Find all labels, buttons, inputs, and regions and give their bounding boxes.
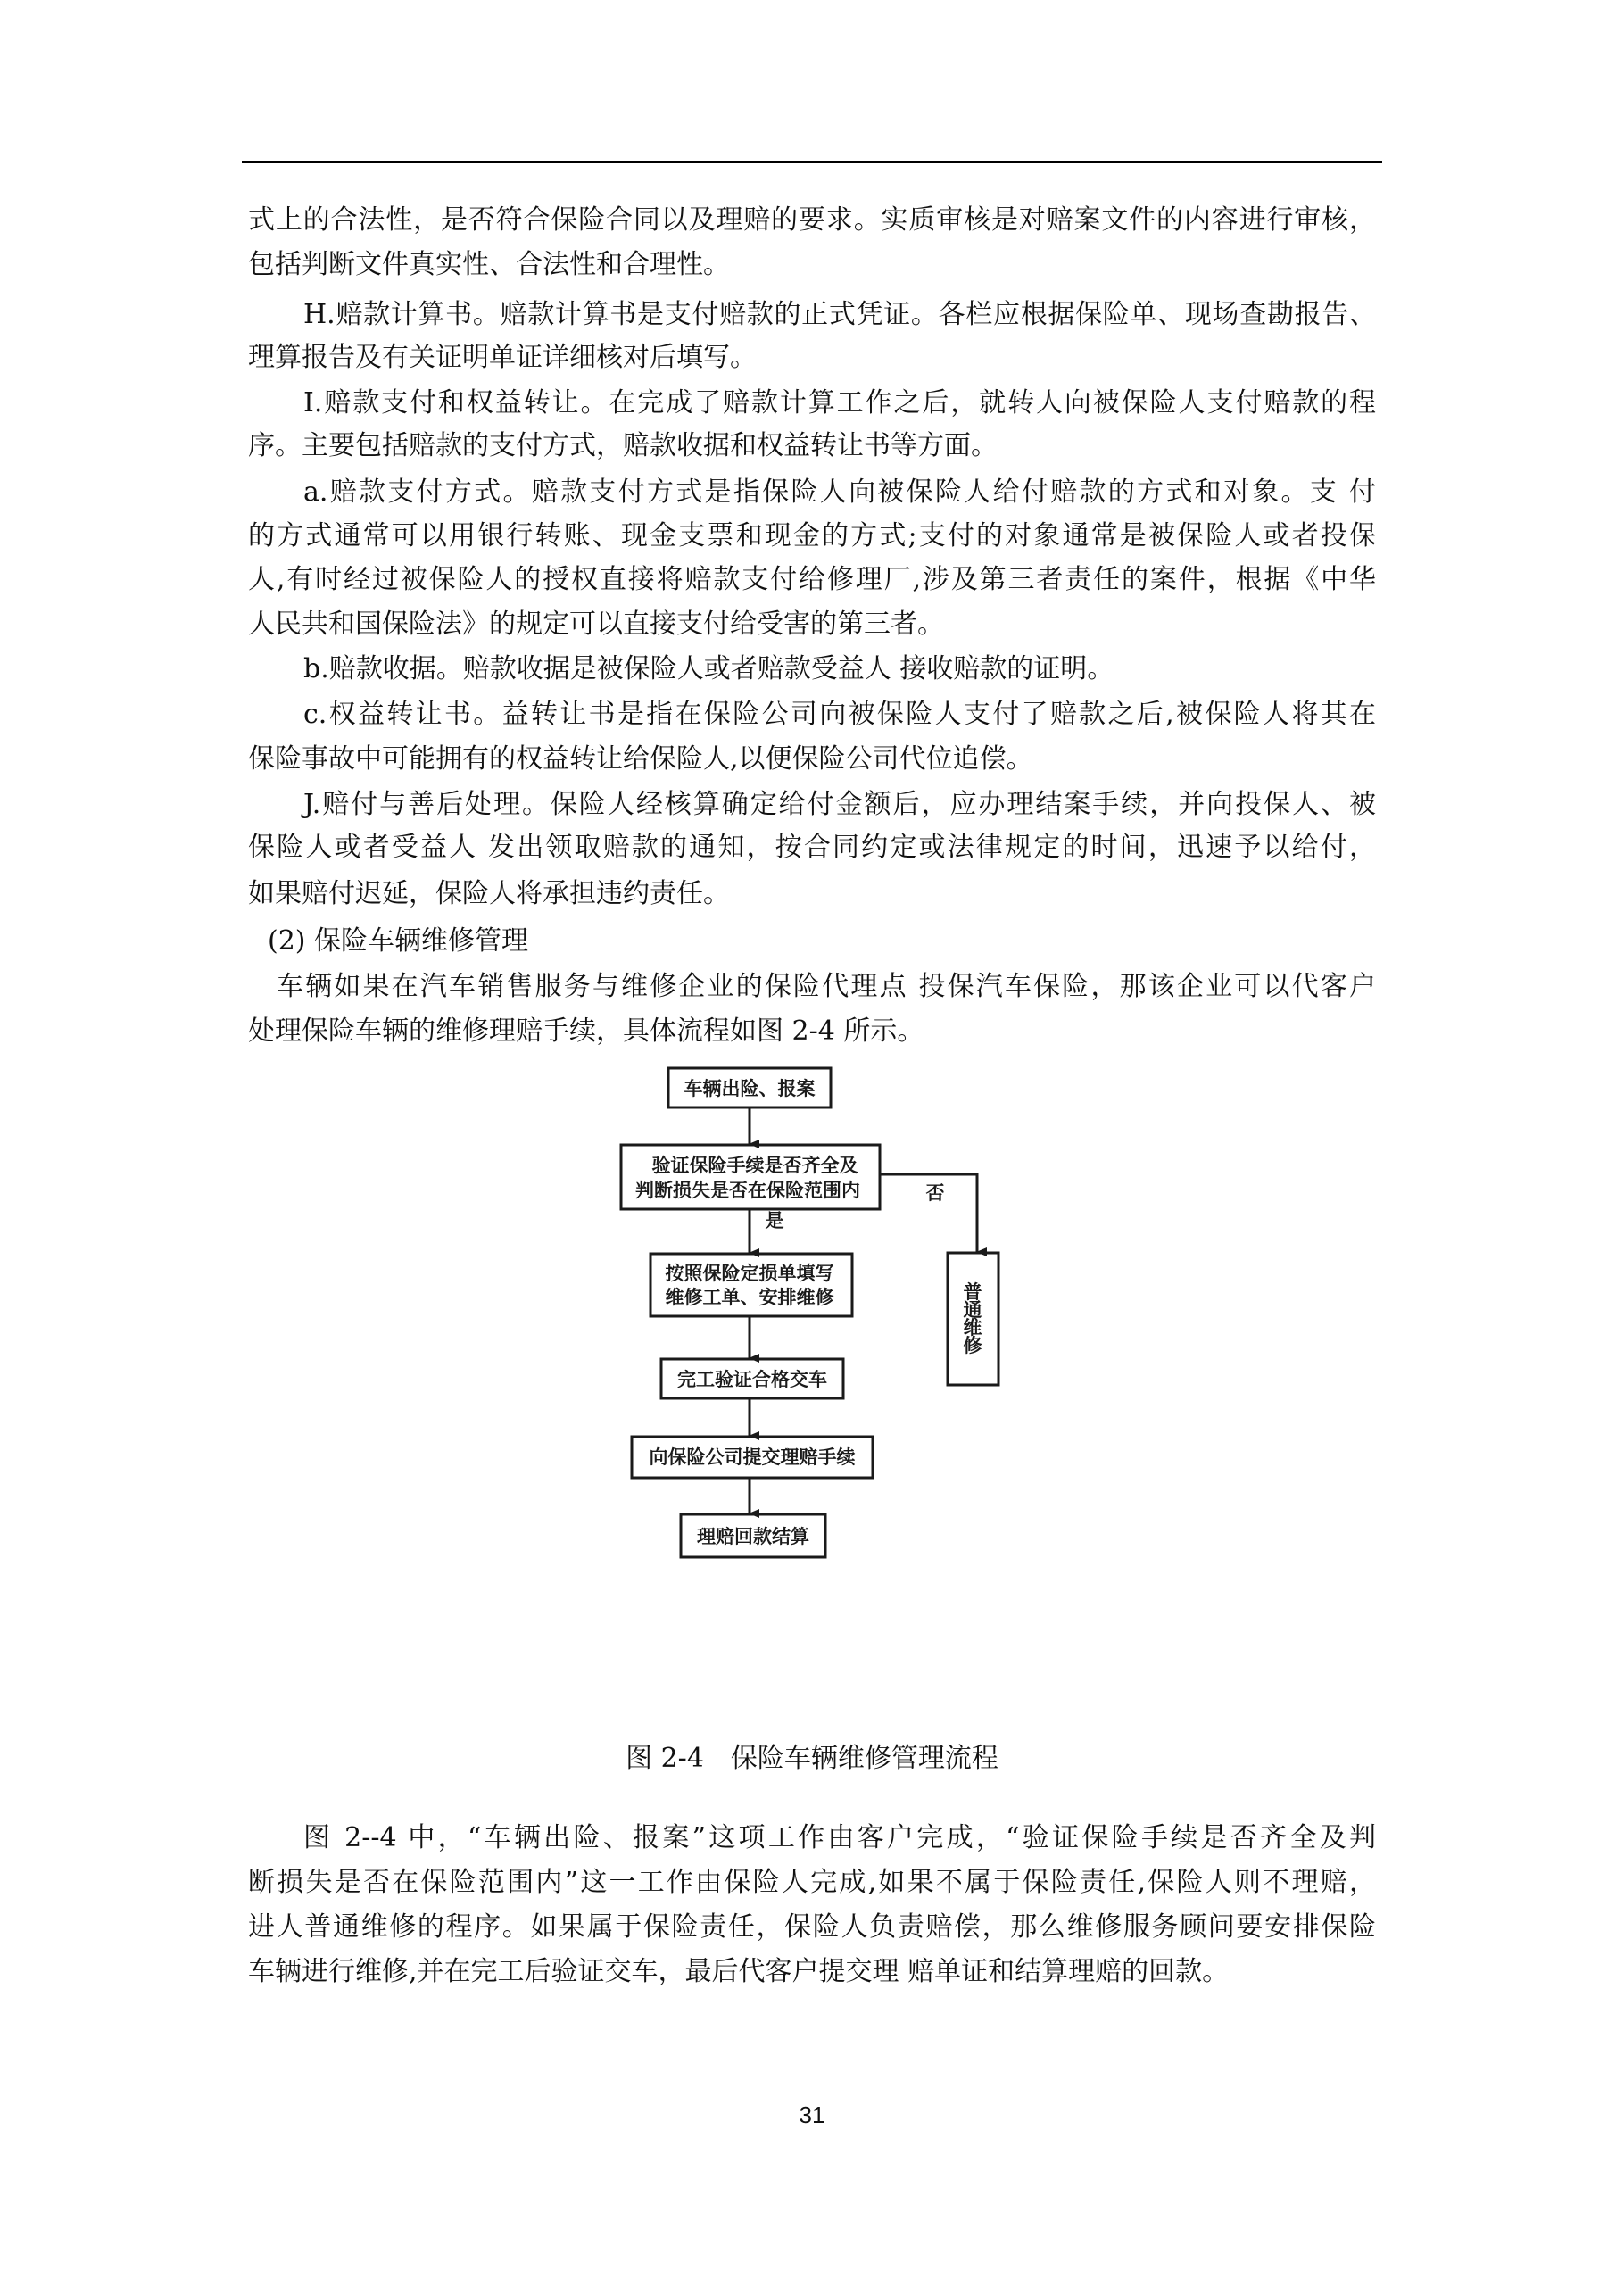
- flow-branch-text: 修: [963, 1335, 982, 1356]
- flow-step-text: 向保险公司提交理赔手续: [649, 1446, 856, 1468]
- text-line: I.赔款支付和权益转让。在完成了赔款计算工作之后，就转人向被保险人支付赔款的程: [303, 387, 1376, 419]
- text-line: H.赔款计算书。赔款计算书是支付赔款的正式凭证。各栏应根据保险单、现场查勘报告、: [303, 299, 1376, 330]
- text-line: 保险人或者受益人 发出领取赔款的通知，按合同约定或法律规定的时间，迅速予以给付，: [248, 832, 1376, 863]
- flow-label-no: 否: [925, 1182, 945, 1204]
- text-line: a.赔款支付方式。赔款支付方式是指保险人向被保险人给付赔款的方式和对象。支 付: [303, 477, 1376, 508]
- text-line: 车辆如果在汽车销售服务与维修企业的保险代理点 投保汽车保险，那该企业可以代客户: [277, 971, 1376, 1002]
- text-line: 进人普通维修的程序。如果属于保险责任，保险人负责赔偿，那么维修服务顾问要安排保险: [248, 1911, 1376, 1943]
- text-line: 保险事故中可能拥有的权益转让给保险人,以便保险公司代位追偿。: [248, 743, 1033, 775]
- flow-box-report: [668, 1068, 831, 1107]
- flow-step-text: 按照保险定损单填写: [665, 1263, 834, 1284]
- flow-box-settle: [681, 1514, 825, 1557]
- text-line: 式上的合法性，是否符合保险合同以及理赔的要求。实质审核是对赔案文件的内容进行审核，: [248, 204, 1376, 236]
- flow-box-submit: [632, 1437, 873, 1478]
- text-line: 的方式通常可以用银行转账、现金支票和现金的方式;支付的对象通常是被保险人或者投保: [248, 520, 1376, 551]
- flow-step-text: 完工验证合格交车: [677, 1369, 827, 1390]
- flow-branch-text: 维: [963, 1317, 982, 1339]
- section-heading: (2) 保险车辆维修管理: [268, 925, 529, 957]
- text-line: 断损失是否在保险范围内”这一工作由保险人完成,如果不属于保险责任,保险人则不理赔，: [248, 1867, 1376, 1898]
- flow-label-yes: 是: [765, 1210, 784, 1231]
- flow-branch-text: 通: [963, 1299, 982, 1321]
- header-rule: [242, 161, 1382, 163]
- text-line: 理算报告及有关证明单证详细核对后填写。: [248, 342, 757, 373]
- text-line: 图 2--4 中，“车辆出险、报案”这项工作由客户完成，“验证保险手续是否齐全及判: [303, 1822, 1376, 1853]
- flow-arrow-no: [880, 1174, 977, 1252]
- flow-box-normal-repair: [948, 1253, 998, 1385]
- flow-step-text: 验证保险手续是否齐全及: [651, 1155, 858, 1176]
- text-line: 人,有时经过被保险人的授权直接将赔款支付给修理厂,涉及第三者责任的案件，根据《中华: [248, 564, 1376, 595]
- flow-branch-text: 普: [963, 1281, 982, 1303]
- text-line: 包括判断文件真实性、合法性和合理性。: [248, 249, 730, 280]
- text-line: 车辆进行维修,并在完工后验证交车，最后代客户提交理 赔单证和结算理赔的回款。: [248, 1956, 1230, 1987]
- flow-step-text: 判断损失是否在保险范围内: [635, 1180, 860, 1201]
- flow-box-repair-order: [650, 1254, 852, 1316]
- flow-step-text: 理赔回款结算: [697, 1526, 809, 1547]
- text-line: 如果赔付迟延，保险人将承担违约责任。: [248, 878, 730, 909]
- flow-box-handover: [661, 1359, 843, 1398]
- flow-step-text: 车辆出险、报案: [684, 1078, 816, 1099]
- text-line: 人民共和国保险法》的规定可以直接支付给受害的第三者。: [248, 609, 944, 640]
- text-line: b.赔款收据。赔款收据是被保险人或者赔款受益人 接收赔款的证明。: [303, 653, 1114, 684]
- text-line: 处理保险车辆的维修理赔手续，具体流程如图 2-4 所示。: [248, 1015, 924, 1047]
- text-line: c.权益转让书。益转让书是指在保险公司向被保险人支付了赔款之后,被保险人将其在: [303, 699, 1376, 730]
- figure-caption: 图 2-4 保险车辆维修管理流程: [626, 1743, 998, 1774]
- text-line: J.赔付与善后处理。保险人经核算确定给付金额后，应办理结案手续，并向投保人、被: [303, 789, 1376, 820]
- flow-box-verify: [621, 1145, 880, 1209]
- page-number: 31: [799, 2101, 825, 2128]
- text-line: 序。主要包括赔款的支付方式，赔款收据和权益转让书等方面。: [248, 430, 998, 461]
- flow-step-text: 维修工单、安排维修: [665, 1287, 834, 1308]
